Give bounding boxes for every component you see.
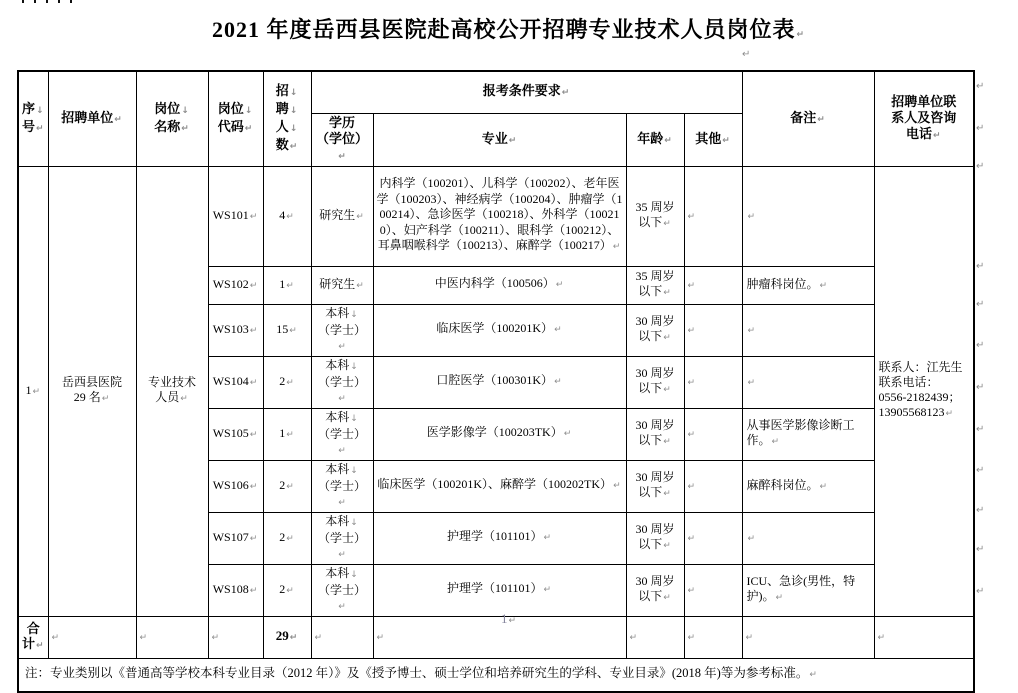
pilcrow-mark: ↵ xyxy=(180,394,188,404)
other-cell xyxy=(684,512,742,564)
linebreak-mark: ↓ xyxy=(350,517,358,528)
headcount-cell: 1↵ xyxy=(263,266,311,304)
pilcrow-mark: ↵ xyxy=(554,325,562,336)
pilcrow-mark: ↵ xyxy=(314,632,323,643)
serial-cell: 1↵ xyxy=(18,166,48,616)
education-cell: 本科↓ （学士）↵ xyxy=(311,408,373,460)
pilcrow-mark: ↵ xyxy=(945,409,954,419)
pilcrow-mark: ↵ xyxy=(508,616,517,626)
education-cell: 本科↓ （学士）↵ xyxy=(311,512,373,564)
pilcrow-mark: ↵ xyxy=(35,123,44,134)
pilcrow-mark: ↵ xyxy=(181,123,189,134)
pilcrow-mark: ↵ xyxy=(663,288,671,298)
pilcrow-mark: ↵ xyxy=(663,333,671,343)
remarks-cell xyxy=(742,356,874,408)
position-code-cell: WS108↵ xyxy=(208,564,263,616)
header-remarks: 备注↵ xyxy=(742,71,874,166)
pilcrow-mark: ↵ xyxy=(211,632,220,643)
pilcrow-mark: ↵ xyxy=(663,385,671,395)
linebreak-mark: ↓ xyxy=(289,105,298,116)
major-cell: 护理学（101101）↵ xyxy=(373,512,626,564)
age-cell: 30 周岁 以下↵ xyxy=(626,512,684,564)
pilcrow-mark: ↵ xyxy=(976,299,985,310)
major-cell: 口腔医学（100301K）↵ xyxy=(373,356,626,408)
pilcrow-mark: ↵ xyxy=(687,377,696,388)
pilcrow-mark: ↵ xyxy=(687,211,696,222)
pilcrow-mark: ↵ xyxy=(249,211,258,222)
pilcrow-mark: ↵ xyxy=(286,211,294,222)
position-name-cell: 专业技术 人员↵ xyxy=(136,166,208,616)
age-cell: 30 周岁 以下↵ xyxy=(626,460,684,512)
header-major: 专业↵ xyxy=(373,113,626,166)
pilcrow-mark: ↵ xyxy=(742,49,751,60)
headcount-cell: 15↵ xyxy=(263,304,311,356)
other-cell xyxy=(684,266,742,304)
header-age: 年龄↵ xyxy=(626,113,684,166)
pilcrow-mark: ↵ xyxy=(286,280,294,291)
pilcrow-mark: ↵ xyxy=(687,585,696,596)
pilcrow-mark: ↵ xyxy=(338,601,346,612)
pilcrow-mark: ↵ xyxy=(563,429,572,440)
pilcrow-mark: ↵ xyxy=(687,533,696,544)
header-headcount: 招↓ 聘↓ 人↓ 数↵ xyxy=(263,71,311,166)
remarks-cell xyxy=(742,166,874,266)
pilcrow-mark: ↵ xyxy=(663,593,671,603)
linebreak-mark: ↓ xyxy=(289,123,298,134)
pilcrow-mark: ↵ xyxy=(809,670,817,681)
pilcrow-mark: ↵ xyxy=(976,340,985,351)
table-row xyxy=(18,166,974,266)
other-cell xyxy=(684,460,742,512)
page-number xyxy=(0,611,1018,627)
position-code-cell: WS101↵ xyxy=(208,166,263,266)
other-cell xyxy=(684,564,742,616)
pilcrow-mark: ↵ xyxy=(32,386,41,397)
pilcrow-mark: ↵ xyxy=(877,632,886,643)
pilcrow-mark: ↵ xyxy=(747,377,756,388)
headcount-cell: 2↵ xyxy=(263,512,311,564)
position-code-cell: WS102↵ xyxy=(208,266,263,304)
pilcrow-mark: ↵ xyxy=(338,341,346,352)
linebreak-mark: ↓ xyxy=(350,309,358,320)
pilcrow-mark: ↵ xyxy=(249,481,258,492)
remarks-cell: 从事医学影像诊断工作。↵ xyxy=(742,408,874,460)
headcount-cell: 2↵ xyxy=(263,564,311,616)
pilcrow-mark: ↵ xyxy=(819,481,828,492)
pilcrow-mark: ↵ xyxy=(687,280,696,291)
linebreak-mark: ↓ xyxy=(350,569,358,580)
pilcrow-mark: ↵ xyxy=(747,211,756,222)
pilcrow-mark: ↵ xyxy=(745,632,754,643)
pilcrow-mark: ↵ xyxy=(249,325,258,336)
table-header xyxy=(18,71,974,166)
pilcrow-mark: ↵ xyxy=(932,130,941,141)
pilcrow-mark: ↵ xyxy=(249,280,258,291)
position-code-cell: WS103↵ xyxy=(208,304,263,356)
pilcrow-mark: ↵ xyxy=(561,88,570,99)
pilcrow-mark: ↵ xyxy=(976,505,985,516)
pilcrow-mark: ↵ xyxy=(338,497,346,508)
position-code-cell: WS105↵ xyxy=(208,408,263,460)
pilcrow-mark: ↵ xyxy=(286,377,294,388)
pilcrow-mark: ↵ xyxy=(613,481,621,492)
pilcrow-mark: ↵ xyxy=(356,211,364,222)
remarks-cell xyxy=(742,304,874,356)
table-footer-rows xyxy=(18,616,974,692)
pilcrow-mark: ↵ xyxy=(554,377,562,388)
age-cell: 30 周岁 以下↵ xyxy=(626,408,684,460)
header-requirements-group: 报考条件要求↵ xyxy=(311,71,742,113)
position-code-cell: WS104↵ xyxy=(208,356,263,408)
header-other: 其他↵ xyxy=(684,113,742,166)
other-cell xyxy=(684,408,742,460)
pilcrow-mark: ↵ xyxy=(249,585,258,596)
headcount-cell: 1↵ xyxy=(263,408,311,460)
header-contact: 招聘单位联 系人及咨询 电话↵ xyxy=(874,71,974,166)
pilcrow-mark: ↵ xyxy=(976,424,985,435)
pilcrow-mark: ↵ xyxy=(244,123,253,134)
pilcrow-mark: ↵ xyxy=(976,586,985,597)
remarks-cell: 肿瘤科岗位。↵ xyxy=(742,266,874,304)
pilcrow-mark: ↵ xyxy=(612,242,621,253)
pilcrow-mark: ↵ xyxy=(249,377,258,388)
major-cell: 内科学（100201）、儿科学（100202）、老年医学（100203）、神经病学（100204）、肿瘤学（100214）、急诊医学（100218）、外科学（100210）、妇产科学（100211）、眼科学（100212）、耳鼻咽喉科学（100213）、麻醉学（100217）↵ xyxy=(373,166,626,266)
pilcrow-mark: ↵ xyxy=(289,141,298,152)
pilcrow-mark: ↵ xyxy=(289,633,298,643)
headcount-cell: 4↵ xyxy=(263,166,311,266)
other-cell xyxy=(684,166,742,266)
pilcrow-mark: ↵ xyxy=(771,437,780,447)
linebreak-mark: ↓ xyxy=(350,361,358,372)
header-row-1 xyxy=(18,71,974,113)
linebreak-mark: ↓ xyxy=(181,105,189,116)
pilcrow-mark: ↵ xyxy=(338,445,346,456)
header-position-code: 岗位↓ 代码↵ xyxy=(208,71,263,166)
pilcrow-mark: ↵ xyxy=(796,30,806,40)
page-title-text: 2021 年度岳西县医院赴高校公开招聘专业技术人员岗位表 xyxy=(211,17,796,42)
header-education: 学历 （学位）↵ xyxy=(311,113,373,166)
pilcrow-mark: ↵ xyxy=(976,465,985,476)
linebreak-mark: ↓ xyxy=(244,105,253,116)
education-cell: 本科↓ （学士）↵ xyxy=(311,460,373,512)
total-label-cell: 合 计↵ xyxy=(18,616,48,658)
pilcrow-mark: ↵ xyxy=(286,585,294,596)
clipped-text-fragment xyxy=(22,0,72,3)
pilcrow-mark: ↵ xyxy=(35,640,44,651)
note-row xyxy=(18,658,974,692)
pilcrow-mark: ↵ xyxy=(286,481,294,492)
pilcrow-mark: ↵ xyxy=(249,429,258,440)
linebreak-mark: ↓ xyxy=(350,413,358,424)
header-serial: 序↓ 号↵ xyxy=(18,71,48,166)
education-cell: 研究生↵ xyxy=(311,266,373,304)
pilcrow-mark: ↵ xyxy=(976,382,985,393)
major-cell: 临床医学（100201K）、麻醉学（100202TK）↵ xyxy=(373,460,626,512)
header-position-name: 岗位↓ 名称↵ xyxy=(136,71,208,166)
job-position-table xyxy=(17,70,975,693)
major-cell: 中医内科学（100506）↵ xyxy=(373,266,626,304)
headcount-cell: 2↵ xyxy=(263,356,311,408)
remarks-cell: 麻醉科岗位。↵ xyxy=(742,460,874,512)
pilcrow-mark: ↵ xyxy=(747,533,756,544)
pilcrow-mark: ↵ xyxy=(356,280,364,291)
pilcrow-mark: ↵ xyxy=(289,325,297,336)
pilcrow-mark: ↵ xyxy=(286,429,294,440)
table-body xyxy=(18,166,974,616)
other-cell xyxy=(684,304,742,356)
pilcrow-mark: ↵ xyxy=(687,632,696,643)
pilcrow-mark: ↵ xyxy=(629,632,638,643)
pilcrow-mark: ↵ xyxy=(664,135,672,146)
pilcrow-mark: ↵ xyxy=(976,544,985,555)
age-cell: 35 周岁 以下↵ xyxy=(626,266,684,304)
pilcrow-mark: ↵ xyxy=(976,261,985,272)
header-unit: 招聘单位↵ xyxy=(48,71,136,166)
total-headcount-cell: 29↵ xyxy=(263,616,311,658)
linebreak-mark: ↓ xyxy=(289,87,298,98)
headcount-cell: 2↵ xyxy=(263,460,311,512)
remarks-cell: ICU、急诊(男性，特护)。↵ xyxy=(742,564,874,616)
pilcrow-mark: ↵ xyxy=(663,489,671,499)
contact-cell: 联系人：江先生 联系电话： 0556-2182439； 13905568123↵ xyxy=(874,166,974,616)
other-cell xyxy=(684,356,742,408)
unit-cell: 岳西县医院 29 名↵ xyxy=(48,166,136,616)
pilcrow-mark: ↵ xyxy=(338,393,346,404)
remarks-cell xyxy=(742,512,874,564)
note-cell: 注：专业类别以《普通高等学校本科专业目录（2012 年）》及《授予博士、硕士学位和培养研究生的学科、专业目录》(2018 年)等为参考标准。↵ xyxy=(18,658,974,692)
pilcrow-mark: ↵ xyxy=(687,429,696,440)
pilcrow-mark: ↵ xyxy=(139,632,148,643)
education-cell: 本科↓ （学士）↵ xyxy=(311,304,373,356)
pilcrow-mark: ↵ xyxy=(114,114,122,125)
pilcrow-mark: ↵ xyxy=(249,533,258,544)
pilcrow-mark: ↵ xyxy=(687,325,696,336)
pilcrow-mark: ↵ xyxy=(663,541,671,551)
major-cell: 临床医学（100201K）↵ xyxy=(373,304,626,356)
major-cell: 护理学（101101）↵ xyxy=(373,564,626,616)
education-cell: 研究生↵ xyxy=(311,166,373,266)
age-cell: 30 周岁 以下↵ xyxy=(626,564,684,616)
pilcrow-mark: ↵ xyxy=(338,151,346,162)
pilcrow-mark: ↵ xyxy=(555,280,564,291)
age-cell: 35 周岁 以下↵ xyxy=(626,166,684,266)
pilcrow-mark: ↵ xyxy=(775,593,784,603)
pilcrow-mark: ↵ xyxy=(976,123,985,134)
age-cell: 30 周岁 以下↵ xyxy=(626,356,684,408)
page-number-text: 1 xyxy=(500,611,508,626)
pilcrow-mark: ↵ xyxy=(543,533,552,544)
pilcrow-mark: ↵ xyxy=(51,632,60,643)
pilcrow-mark: ↵ xyxy=(722,135,730,146)
pilcrow-mark: ↵ xyxy=(508,135,517,146)
age-cell: 30 周岁 以下↵ xyxy=(626,304,684,356)
linebreak-mark: ↓ xyxy=(350,465,358,476)
pilcrow-mark: ↵ xyxy=(817,114,825,125)
pilcrow-mark: ↵ xyxy=(819,280,828,291)
major-cell: 医学影像学（100203TK）↵ xyxy=(373,408,626,460)
pilcrow-mark: ↵ xyxy=(687,481,696,492)
pilcrow-mark: ↵ xyxy=(286,533,294,544)
linebreak-mark: ↓ xyxy=(35,105,44,116)
pilcrow-mark: ↵ xyxy=(101,394,110,404)
pilcrow-mark: ↵ xyxy=(338,549,346,560)
position-code-cell: WS107↵ xyxy=(208,512,263,564)
pilcrow-mark: ↵ xyxy=(747,325,756,336)
pilcrow-mark: ↵ xyxy=(976,161,985,172)
pilcrow-mark: ↵ xyxy=(663,437,671,447)
education-cell: 本科↓ （学士）↵ xyxy=(311,564,373,616)
pilcrow-mark: ↵ xyxy=(976,81,985,92)
pilcrow-mark: ↵ xyxy=(663,219,671,229)
position-code-cell: WS106↵ xyxy=(208,460,263,512)
pilcrow-mark: ↵ xyxy=(543,585,552,596)
education-cell: 本科↓ （学士）↵ xyxy=(311,356,373,408)
pilcrow-mark: ↵ xyxy=(376,632,385,643)
page-title xyxy=(0,13,1018,44)
